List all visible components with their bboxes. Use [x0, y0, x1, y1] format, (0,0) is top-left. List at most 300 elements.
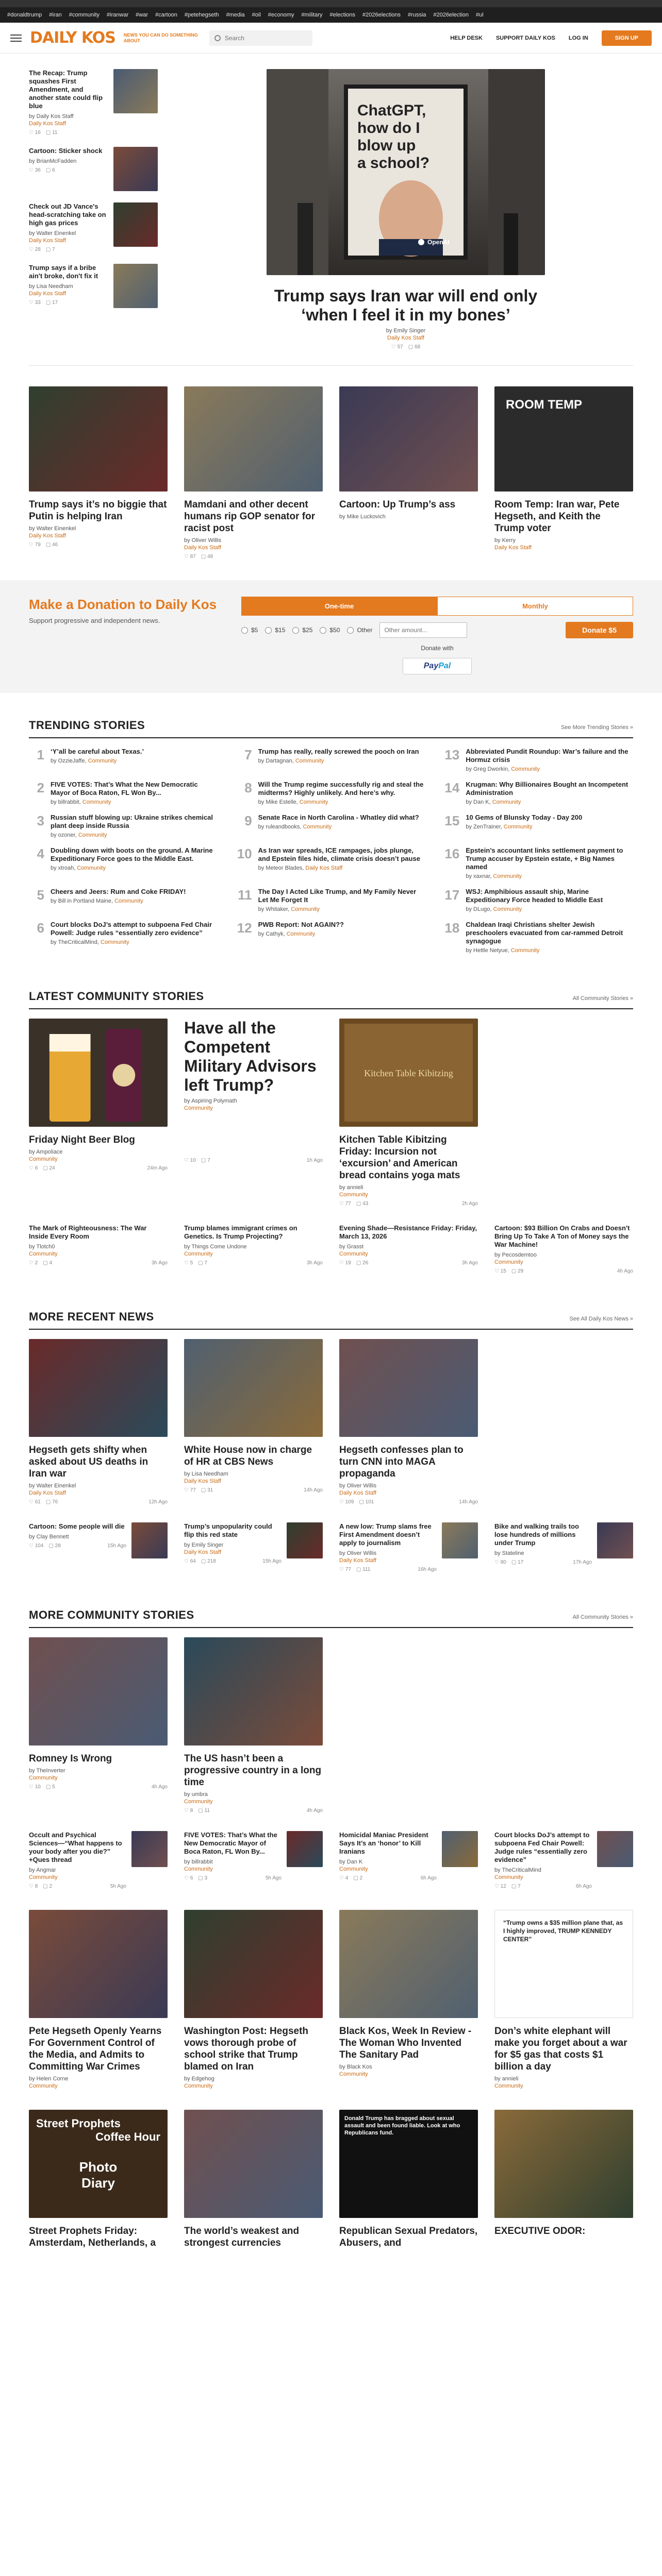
recent-news-thumb[interactable]: [287, 1522, 323, 1558]
latest-card-3[interactable]: [339, 1019, 478, 1207]
trending-item[interactable]: [29, 781, 218, 805]
trending-item[interactable]: [444, 846, 633, 879]
side-story[interactable]: [29, 264, 158, 308]
trending-item[interactable]: [29, 748, 218, 772]
more-community-item-title[interactable]: Court blocks DoJ’s attempt to subpoena Fed Chair Powell: Judge rules “essentially zero evidence”: [494, 1831, 590, 1863]
story-author[interactable]: by Mike Luckovich: [339, 514, 386, 520]
trending-title[interactable]: Senate Race in North Carolina - Whatley did what?: [258, 814, 419, 821]
featured-card-title[interactable]: Room Temp: Iran war, Pete Hegseth, and Keith the Trump voter: [494, 499, 620, 534]
tag-link[interactable]: #war: [136, 12, 148, 18]
heart-icon[interactable]: ♡ 77: [339, 1567, 351, 1572]
latest-card-1[interactable]: [29, 1019, 168, 1207]
heart-icon[interactable]: ♡ 33: [29, 300, 41, 306]
more-community-item[interactable]: [184, 1831, 323, 1889]
story-author[interactable]: by TheCriticalMind: [494, 1867, 541, 1873]
story-author[interactable]: by Walter Einenkel: [29, 526, 76, 532]
story-meta: [184, 1260, 323, 1266]
trending-title[interactable]: Abbreviated Pundit Roundup: War’s failure and the Hormuz crisis: [466, 748, 628, 764]
heart-icon[interactable]: ♡ 8: [29, 1884, 38, 1889]
trending-rank: 3: [37, 813, 44, 828]
trending-item[interactable]: [29, 888, 218, 912]
side-story[interactable]: [29, 202, 158, 252]
heart-icon[interactable]: ♡ 109: [339, 1499, 354, 1505]
more-community-card[interactable]: [339, 1910, 478, 2089]
more-community-card[interactable]: [29, 2110, 168, 2249]
more-community-item[interactable]: [339, 1831, 478, 1889]
tag-link[interactable]: #2026election: [433, 12, 469, 18]
heart-icon[interactable]: ♡ 19: [339, 1260, 351, 1266]
recent-news-card[interactable]: [184, 1339, 323, 1505]
heart-icon[interactable]: ♡ 77: [339, 1201, 351, 1207]
story-author[interactable]: by Kerry: [494, 537, 516, 544]
story-author[interactable]: by Tlotch0: [29, 1244, 55, 1250]
amount-option[interactable]: [265, 626, 285, 634]
story-author[interactable]: by Helen Corne: [29, 2076, 69, 2082]
trending-title[interactable]: FIVE VOTES: That’s What the New Democratic Mayor of Boca Raton, FL Won By...: [51, 781, 198, 796]
tag-link[interactable]: #media: [226, 12, 245, 18]
comment-icon[interactable]: ▢ 7: [45, 247, 55, 252]
featured-card[interactable]: [29, 386, 168, 560]
featured-card-title[interactable]: Mamdani and other decent humans rip GOP senator for racist post: [184, 499, 316, 534]
recent-news-card[interactable]: [29, 1339, 168, 1505]
story-author[interactable]: by Things Come Undone: [184, 1244, 247, 1250]
community-story[interactable]: [29, 1224, 168, 1274]
story-meta: [29, 1784, 168, 1790]
comment-icon[interactable]: ▢ 17: [45, 300, 58, 306]
beer-image[interactable]: [29, 1019, 168, 1127]
amount-option[interactable]: [241, 626, 258, 634]
story-author[interactable]: by Oliver Willis: [184, 537, 222, 544]
recent-news-thumb[interactable]: [442, 1522, 478, 1558]
menu-icon[interactable]: [10, 35, 22, 42]
latest-see-more-link[interactable]: All Community Stories »: [572, 995, 633, 1002]
trending-title[interactable]: PWB Report: Not AGAIN??: [258, 921, 344, 928]
recent-news-thumb[interactable]: [131, 1522, 168, 1558]
featured-card[interactable]: [339, 386, 478, 560]
more-community-image[interactable]: [184, 2110, 323, 2218]
side-story-image[interactable]: [113, 147, 158, 191]
trending-author[interactable]: by OzzieJaffe,: [51, 758, 88, 764]
tag-link[interactable]: #cartoon: [155, 12, 177, 18]
more-community-card-title[interactable]: The world’s weakest and strongest currencies: [184, 2226, 300, 2248]
community-story-title[interactable]: Trump blames immigrant crimes on Genetics. Is Trump Projecting?: [184, 1224, 297, 1240]
recent-news-title[interactable]: White House now in charge of HR at CBS News: [184, 1445, 312, 1467]
paypal-button[interactable]: [403, 658, 472, 674]
radio-icon[interactable]: [347, 627, 354, 634]
story-author[interactable]: by Stateline: [494, 1550, 524, 1556]
side-story-title[interactable]: The Recap: Trump squashes First Amendment, and another state could flip blue: [29, 69, 103, 110]
recent-news-item[interactable]: [339, 1522, 478, 1572]
site-logo[interactable]: DAILY KOS: [30, 29, 115, 47]
trending-author[interactable]: by Mike Estelle,: [258, 799, 300, 805]
community-story[interactable]: [184, 1224, 323, 1274]
more-community-card-title[interactable]: Black Kos, Week In Review - The Woman Who Invented The Sanitary Pad: [339, 2026, 472, 2060]
more-community-image[interactable]: [184, 1637, 323, 1745]
trending-author[interactable]: by Cathyk,: [258, 931, 287, 937]
more-community-item[interactable]: [29, 1831, 168, 1889]
featured-card-image[interactable]: [494, 386, 633, 492]
help-desk-link[interactable]: HELP DESK: [450, 35, 483, 41]
trending-item[interactable]: [444, 888, 633, 912]
trending-title[interactable]: Doubling down with boots on the ground. A Marine Expeditionary Force goes to the Middle East.: [51, 846, 213, 862]
recent-news-image[interactable]: [339, 1339, 478, 1437]
story-meta: [494, 1560, 592, 1565]
hero-image[interactable]: [267, 69, 545, 275]
tag-link[interactable]: #military: [301, 12, 323, 18]
trending-item[interactable]: [237, 814, 426, 838]
comment-icon[interactable]: ▢ 7: [511, 1884, 521, 1889]
amount-label: $25: [302, 626, 313, 634]
side-story-title[interactable]: Cartoon: Sticker shock: [29, 147, 103, 155]
heart-icon[interactable]: ♡ 36: [29, 167, 41, 173]
trending-author[interactable]: by Whitaker,: [258, 906, 291, 912]
comment-icon[interactable]: ▢ 11: [45, 130, 58, 135]
featured-card[interactable]: [494, 386, 633, 560]
trending-title[interactable]: Trump has really, really screwed the pooch on Iran: [258, 748, 419, 755]
trending-item[interactable]: [237, 888, 426, 912]
trending-item[interactable]: [444, 921, 633, 954]
story-author[interactable]: by Lisa Needham: [184, 1471, 228, 1477]
more-community-card-title[interactable]: Republican Sexual Predators, Abusers, and: [339, 2226, 478, 2248]
trending-category: Community: [510, 947, 540, 954]
community-story[interactable]: [494, 1224, 633, 1274]
recent-news-item[interactable]: [494, 1522, 633, 1572]
story-author[interactable]: by Walter Einenkel: [29, 1483, 76, 1489]
heart-icon[interactable]: ♡ 12: [494, 1884, 506, 1889]
trending-author[interactable]: by ZenTrainer,: [466, 824, 504, 830]
community-story-title[interactable]: Cartoon: $93 Billion On Crabs and Doesn't Bring Up To Take A Ton of Money says the War Machine!: [494, 1224, 630, 1248]
trending-see-more-link[interactable]: See More Trending Stories »: [560, 724, 633, 731]
heart-icon[interactable]: ♡ 10: [184, 1158, 196, 1163]
more-community-card[interactable]: [184, 1637, 323, 1814]
comment-icon[interactable]: ▢ 218: [201, 1558, 216, 1564]
trending-item[interactable]: [29, 846, 218, 879]
heart-icon[interactable]: ♡ 79: [29, 542, 41, 548]
featured-card-title[interactable]: Trump says it’s no biggie that Putin is helping Iran: [29, 499, 167, 522]
amount-option[interactable]: [347, 626, 372, 634]
more-community-card[interactable]: [184, 1910, 323, 2089]
comment-icon[interactable]: ▢ 7: [201, 1158, 210, 1163]
trending-title[interactable]: The Day I Acted Like Trump, and My Family Never Let Me Forget It: [258, 888, 417, 904]
trending-item[interactable]: [444, 748, 633, 772]
more-community-card-title[interactable]: Pete Hegseth Openly Yearns For Government Control of the Media, and Admits to Committing War Crimes: [29, 2026, 162, 2072]
story-author[interactable]: by Oliver Willis: [339, 1550, 377, 1556]
community-story-title[interactable]: Evening Shade—Resistance Friday: Friday, March 13, 2026: [339, 1224, 477, 1240]
more-community-thumb[interactable]: [287, 1831, 323, 1867]
story-author[interactable]: by umbra: [184, 1791, 208, 1798]
recent-news-item[interactable]: [184, 1522, 323, 1572]
trending-author[interactable]: by Dan K,: [466, 799, 492, 805]
more-community-card[interactable]: [494, 2110, 633, 2249]
tag-link[interactable]: #iran: [49, 12, 62, 18]
heart-icon[interactable]: ♡ 6: [184, 1875, 193, 1881]
more-community-image[interactable]: [494, 2110, 633, 2218]
trending-title[interactable]: WSJ: Amphibious assault ship, Marine Expeditionary Force headed to Middle East: [466, 888, 603, 904]
recent-news-thumb[interactable]: [597, 1522, 633, 1558]
trending-author[interactable]: by Meteor Blades,: [258, 865, 306, 871]
community-story-title[interactable]: The Mark of Righteousness: The War Inside Every Room: [29, 1224, 147, 1240]
trending-title[interactable]: ‘Y’all be careful about Texas.’: [51, 748, 144, 755]
latest-card-3-author[interactable]: by annieli: [339, 1184, 363, 1191]
tag-link[interactable]: #iranwar: [107, 12, 129, 18]
heart-icon[interactable]: ♡ 5: [184, 1260, 193, 1266]
support-link[interactable]: SUPPORT DAILY KOS: [495, 35, 555, 41]
comment-icon[interactable]: ▢ 2: [43, 1884, 53, 1889]
recent-news-item-title[interactable]: Cartoon: Some people will die: [29, 1522, 125, 1530]
tag-link[interactable]: #economy: [268, 12, 294, 18]
comment-icon[interactable]: ▢ 2: [353, 1875, 363, 1881]
more-community-item-title[interactable]: Homicidal Maniac President Says It’s an ‘honor’ to Kill Iranians: [339, 1831, 428, 1855]
trending-title[interactable]: Court blocks DoJ’s attempt to subpoena Fed Chair Powell: Judge rules “essentially zero evidence”: [51, 921, 212, 937]
side-story-title[interactable]: Check out JD Vance's head-scratching take on high gas prices: [29, 202, 106, 227]
latest-card-1-title[interactable]: Friday Night Beer Blog: [29, 1134, 135, 1145]
trending-title[interactable]: As Iran war spreads, ICE rampages, jobs plunge, and Epstein files hide, climate crisis doesn’t pause: [258, 846, 420, 862]
heart-icon[interactable]: ♡ 64: [184, 1558, 196, 1564]
more-community-card-title[interactable]: Street Prophets Friday: Amsterdam, Netherlands, a: [29, 2226, 156, 2248]
tag-link[interactable]: #2026elections: [362, 12, 401, 18]
heart-icon[interactable]: ♡ 10: [29, 1784, 41, 1790]
timestamp: 3h Ago: [306, 1260, 323, 1266]
story-author[interactable]: by billrabbit: [184, 1859, 213, 1865]
story-author[interactable]: by TheInverter: [29, 1768, 65, 1774]
monthly-tab[interactable]: Monthly: [437, 597, 633, 616]
heart-icon[interactable]: ♡ 57: [391, 344, 403, 350]
trending-author[interactable]: by DLugo,: [466, 906, 493, 912]
story-author[interactable]: by Pecosdemtoo: [494, 1252, 537, 1258]
trending-title[interactable]: 10 Gems of Blunsky Today - Day 200: [466, 814, 583, 821]
trending-author[interactable]: by Bill in Portland Maine,: [51, 898, 115, 904]
comment-icon[interactable]: ▢ 26: [356, 1260, 369, 1266]
more-community-card[interactable]: [29, 1910, 168, 2089]
latest-card-2-author[interactable]: by Aspiring Polymath: [184, 1098, 237, 1104]
trending-item[interactable]: [237, 846, 426, 879]
recent-news-item-title[interactable]: A new low: Trump slams free First Amendment doesn’t apply to journalism: [339, 1522, 432, 1547]
latest-card-3-title[interactable]: Kitchen Table Kibitzing Friday: Incursion not ‘excursion’ and American bread contains yoga mats: [339, 1134, 460, 1181]
comment-icon[interactable]: ▢ 7: [198, 1260, 208, 1266]
story-author[interactable]: by annieli: [494, 2076, 519, 2082]
story-author[interactable]: by Black Kos: [339, 2064, 372, 2070]
story-author[interactable]: by Grasst: [339, 1244, 364, 1250]
story-author[interactable]: by BrianMcFadden: [29, 158, 77, 164]
featured-card[interactable]: [184, 386, 323, 560]
trending-author[interactable]: by xtroah,: [51, 865, 77, 871]
heart-icon[interactable]: ♡ 77: [184, 1487, 196, 1493]
story-author[interactable]: by Angmar: [29, 1867, 56, 1873]
comment-icon[interactable]: ▢ 101: [359, 1499, 374, 1505]
heart-icon[interactable]: ♡ 4: [339, 1875, 349, 1881]
story-author[interactable]: by Dan K: [339, 1859, 363, 1865]
tag-link[interactable]: #oil: [252, 12, 261, 18]
story-author[interactable]: by Oliver Willis: [339, 1483, 377, 1489]
trending-title[interactable]: Will the Trump regime successfully rig and steal the midterms? Highly unlikely. And here’s why.: [258, 781, 424, 796]
street-prophets-image[interactable]: [29, 2110, 168, 2218]
kitchen-table-image[interactable]: [339, 1019, 478, 1127]
heart-icon[interactable]: ♡ 15: [494, 1268, 506, 1274]
story-author[interactable]: by Clay Bennett: [29, 1534, 69, 1540]
comment-icon[interactable]: ▢ 43: [356, 1201, 369, 1207]
trending-title[interactable]: Krugman: Why Billionaires Bought an Incompetent Administration: [466, 781, 628, 796]
more-community-image[interactable]: [494, 1910, 633, 2018]
heart-icon[interactable]: ♡ 2: [29, 1260, 38, 1266]
side-story-image[interactable]: [113, 69, 158, 113]
story-author[interactable]: by Edgehog: [184, 2076, 214, 2082]
more-community-image[interactable]: [29, 1637, 168, 1745]
more-community-image[interactable]: [184, 1910, 323, 2018]
comment-icon[interactable]: ▢ 46: [45, 542, 58, 548]
heart-icon[interactable]: ♡ 16: [29, 130, 41, 135]
donate-button[interactable]: Donate $5: [566, 622, 633, 638]
trending-title[interactable]: Epstein’s accountant links settlement payment to Trump accuser by Epstein estate, + Big Names named: [466, 846, 623, 871]
story-author[interactable]: by Emily Singer: [184, 1542, 224, 1548]
more-community-card-title[interactable]: Washington Post: Hegseth vows thorough probe of school strike that Trump blamed on Iran: [184, 2026, 309, 2072]
trending-byline: [51, 832, 218, 838]
story-author[interactable]: by Daily Kos Staff: [29, 113, 74, 120]
trending-item[interactable]: [29, 921, 218, 954]
hero-main-story[interactable]: [178, 69, 633, 350]
recent-news-title[interactable]: Hegseth confesses plan to turn CNN into MAGA propaganda: [339, 1445, 464, 1479]
comment-icon[interactable]: ▢ 6: [45, 167, 55, 173]
story-author[interactable]: by Lisa Needham: [29, 283, 73, 290]
comment-icon[interactable]: ▢ 11: [198, 1808, 210, 1814]
tag-link[interactable]: #community: [69, 12, 100, 18]
recent-news-card[interactable]: [339, 1339, 478, 1505]
tag-link[interactable]: #donaldtrump: [7, 12, 42, 18]
trending-item[interactable]: [237, 748, 426, 772]
trending-author[interactable]: by Hettle Netyue,: [466, 947, 511, 954]
recent-news-item[interactable]: [29, 1522, 168, 1572]
comment-icon[interactable]: ▢ 5: [45, 1784, 55, 1790]
trending-author[interactable]: by billrabbit,: [51, 799, 82, 805]
side-story-title[interactable]: Trump says if a bribe ain't broke, don't fix it: [29, 264, 98, 280]
recent-news-item-title[interactable]: Bike and walking trails too lose hundreds of millions under Trump: [494, 1522, 579, 1547]
trending-rank: 17: [444, 887, 460, 903]
trending-item[interactable]: [29, 814, 218, 838]
trending-item[interactable]: [444, 781, 633, 805]
side-story[interactable]: [29, 69, 158, 135]
more-community-thumb[interactable]: [131, 1831, 168, 1867]
more-community-see-more-link[interactable]: All Community Stories »: [572, 1614, 633, 1620]
recent-news-image[interactable]: [184, 1339, 323, 1437]
more-community-card[interactable]: [339, 2110, 478, 2249]
trending-title[interactable]: Cheers and Jeers: Rum and Coke FRIDAY!: [51, 888, 186, 895]
latest-card-2-title[interactable]: Have all the Competent Military Advisors left Trump?: [184, 1019, 317, 1094]
heart-icon[interactable]: ♡ 28: [29, 247, 41, 252]
comment-icon[interactable]: ▢ 31: [201, 1487, 213, 1493]
latest-card-1-author[interactable]: by Ampoliace: [29, 1149, 63, 1155]
recent-news-item-title[interactable]: Trump’s unpopularity could flip this red state: [184, 1522, 272, 1538]
latest-card-2[interactable]: [184, 1019, 323, 1207]
hero-title[interactable]: Trump says Iran war will end only ‘when I feel it in my bones’: [274, 286, 538, 324]
heart-icon[interactable]: ♡ 80: [494, 1560, 506, 1565]
featured-card-title[interactable]: Cartoon: Up Trump’s ass: [339, 499, 456, 510]
comment-icon[interactable]: ▢ 68: [408, 344, 421, 350]
hero-author[interactable]: by Emily Singer: [386, 328, 426, 334]
comment-icon[interactable]: ▢ 111: [356, 1567, 371, 1572]
radio-icon[interactable]: [320, 627, 326, 634]
more-community-item-title[interactable]: FIVE VOTES: That’s What the New Democratic Mayor of Boca Raton, FL Won By...: [184, 1831, 277, 1855]
trending-item[interactable]: [237, 921, 426, 954]
radio-icon[interactable]: [241, 627, 248, 634]
comment-icon[interactable]: ▢ 3: [198, 1875, 208, 1881]
amount-option[interactable]: [292, 626, 312, 634]
search-box[interactable]: [209, 30, 312, 46]
comment-icon[interactable]: ▢ 17: [511, 1560, 524, 1565]
tag-link[interactable]: #petehegseth: [184, 12, 219, 18]
more-community-image[interactable]: [339, 1910, 478, 2018]
comment-icon[interactable]: ▢ 4: [43, 1260, 53, 1266]
recent-news-top: [29, 1339, 633, 1505]
comment-icon[interactable]: ▢ 76: [45, 1499, 58, 1505]
recent-see-more-link[interactable]: See All Daily Kos News »: [569, 1316, 633, 1322]
more-community-thumb[interactable]: [597, 1831, 633, 1867]
trending-author[interactable]: by TheCriticalMind,: [51, 939, 101, 945]
signup-button[interactable]: SIGN UP: [602, 30, 652, 46]
more-community-image[interactable]: [29, 1910, 168, 2018]
heart-icon[interactable]: ♡ 61: [29, 1499, 41, 1505]
tag-link[interactable]: #ul: [476, 12, 484, 18]
more-community-card[interactable]: [184, 2110, 323, 2249]
more-community-thumb[interactable]: [442, 1831, 478, 1867]
side-story[interactable]: [29, 147, 158, 191]
radio-icon[interactable]: [265, 627, 272, 634]
search-input[interactable]: [225, 35, 307, 42]
trending-author[interactable]: by ruleandbooks,: [258, 824, 303, 830]
more-community-card-title[interactable]: Romney Is Wrong: [29, 1753, 112, 1764]
comment-icon[interactable]: ▢ 28: [48, 1543, 61, 1549]
tag-link[interactable]: #elections: [329, 12, 356, 18]
comment-icon[interactable]: ▢ 24: [43, 1165, 55, 1171]
heart-icon[interactable]: ♡ 87: [184, 554, 196, 560]
heart-icon[interactable]: ♡ 104: [29, 1543, 44, 1549]
trending-author[interactable]: by xaxnar,: [466, 873, 493, 879]
comment-icon[interactable]: ▢ 29: [511, 1268, 524, 1274]
amount-option[interactable]: [320, 626, 340, 634]
featured-card-image[interactable]: [339, 386, 478, 492]
login-link[interactable]: LOG IN: [568, 35, 588, 41]
heart-icon[interactable]: ♡ 6: [29, 1165, 38, 1171]
tag-link[interactable]: #russia: [408, 12, 426, 18]
more-community-card[interactable]: [29, 1637, 168, 1814]
trending-author[interactable]: by Greg Dworkin,: [466, 766, 511, 772]
community-story[interactable]: [339, 1224, 478, 1274]
story-author[interactable]: by Walter Einenkel: [29, 230, 76, 236]
more-community-item[interactable]: [494, 1831, 633, 1889]
featured-card-image[interactable]: [184, 386, 323, 492]
more-community-card-title[interactable]: Don’s white elephant will make you forget about a war for $5 gas that costs $1 billion a day: [494, 2026, 627, 2072]
trending-author[interactable]: by ozoner,: [51, 832, 78, 838]
trending-title[interactable]: Chaldean Iraqi Christians shelter Jewish preschoolers evacuated from car-rammed Detroit synagogue: [466, 921, 623, 945]
side-story-image[interactable]: [113, 202, 158, 247]
radio-icon[interactable]: [292, 627, 299, 634]
more-community-card[interactable]: [494, 1910, 633, 2089]
side-story-image[interactable]: [113, 264, 158, 308]
heart-icon[interactable]: ♡ 8: [184, 1808, 193, 1814]
trending-item[interactable]: [237, 781, 426, 805]
trending-title[interactable]: Russian stuff blowing up: Ukraine strikes chemical plant deep inside Russia: [51, 814, 213, 829]
more-community-card-title[interactable]: The US hasn’t been a progressive country in a long time: [184, 1753, 322, 1788]
featured-card-image[interactable]: [29, 386, 168, 492]
more-community-card-title[interactable]: EXECUTIVE ODOR:: [494, 2226, 586, 2236]
trending-item[interactable]: [444, 814, 633, 838]
more-community-item-title[interactable]: Occult and Psychical Sciences—“What happens to your body after you die?” +Ques thread: [29, 1831, 122, 1863]
recent-news-title[interactable]: Hegseth gets shifty when asked about US deaths in Iran war: [29, 1445, 148, 1479]
comment-icon[interactable]: ▢ 48: [201, 554, 213, 560]
trending-author[interactable]: by Dartagnan,: [258, 758, 295, 764]
more-community-image[interactable]: [339, 2110, 478, 2218]
recent-news-image[interactable]: [29, 1339, 168, 1437]
one-time-tab[interactable]: One-time: [241, 597, 437, 616]
other-amount-input[interactable]: [379, 622, 467, 638]
